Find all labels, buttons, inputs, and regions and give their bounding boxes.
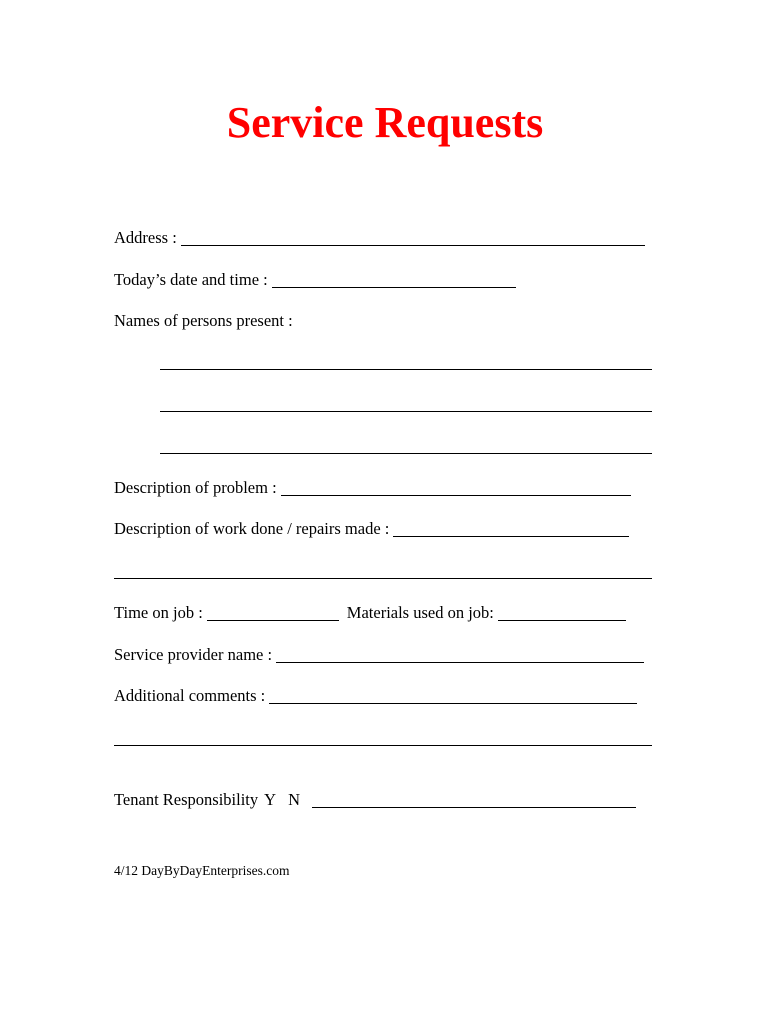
tenant-responsibility-label: Tenant Responsibility	[114, 790, 259, 809]
footer-text: 4/12 DayByDayEnterprises.com	[114, 863, 290, 878]
problem-label: Description of problem :	[114, 478, 277, 497]
persons-present-field-2[interactable]	[160, 410, 652, 412]
work-done-label: Description of work done / repairs made :	[114, 519, 390, 538]
provider-name-row	[114, 645, 644, 665]
problem-row	[114, 478, 631, 498]
persons-present-field-1[interactable]	[160, 368, 652, 370]
no-option[interactable]: N	[288, 790, 300, 809]
time-materials-row	[114, 603, 626, 623]
comments-field[interactable]	[269, 687, 637, 704]
yes-no-options	[264, 790, 312, 810]
materials-field[interactable]	[498, 604, 626, 621]
address-label: Address :	[114, 228, 177, 247]
yes-option[interactable]: Y	[264, 790, 277, 809]
work-done-row	[114, 519, 629, 539]
address-field[interactable]	[181, 229, 645, 246]
work-done-field[interactable]	[393, 520, 629, 537]
work-done-field-2[interactable]	[114, 577, 652, 579]
comments-row	[114, 686, 637, 706]
problem-field[interactable]	[281, 479, 631, 496]
comments-field-2[interactable]	[114, 744, 652, 746]
page-title: Service Requests	[226, 98, 544, 147]
tenant-responsibility-row	[114, 790, 636, 810]
time-on-job-label: Time on job :	[114, 603, 203, 622]
comments-label: Additional comments :	[114, 686, 266, 705]
materials-label: Materials used on job:	[346, 603, 494, 622]
persons-present-field-3[interactable]	[160, 452, 652, 454]
persons-present-label: Names of persons present :	[114, 311, 293, 330]
time-on-job-field[interactable]	[207, 604, 339, 621]
persons-present-row	[114, 311, 293, 331]
provider-name-label: Service provider name :	[114, 645, 273, 664]
address-row	[114, 228, 645, 248]
date-time-row	[114, 270, 516, 290]
date-time-label: Today’s date and time :	[114, 270, 268, 289]
provider-name-field[interactable]	[276, 646, 644, 663]
date-time-field[interactable]	[272, 271, 516, 288]
tenant-responsibility-field[interactable]	[312, 791, 636, 808]
